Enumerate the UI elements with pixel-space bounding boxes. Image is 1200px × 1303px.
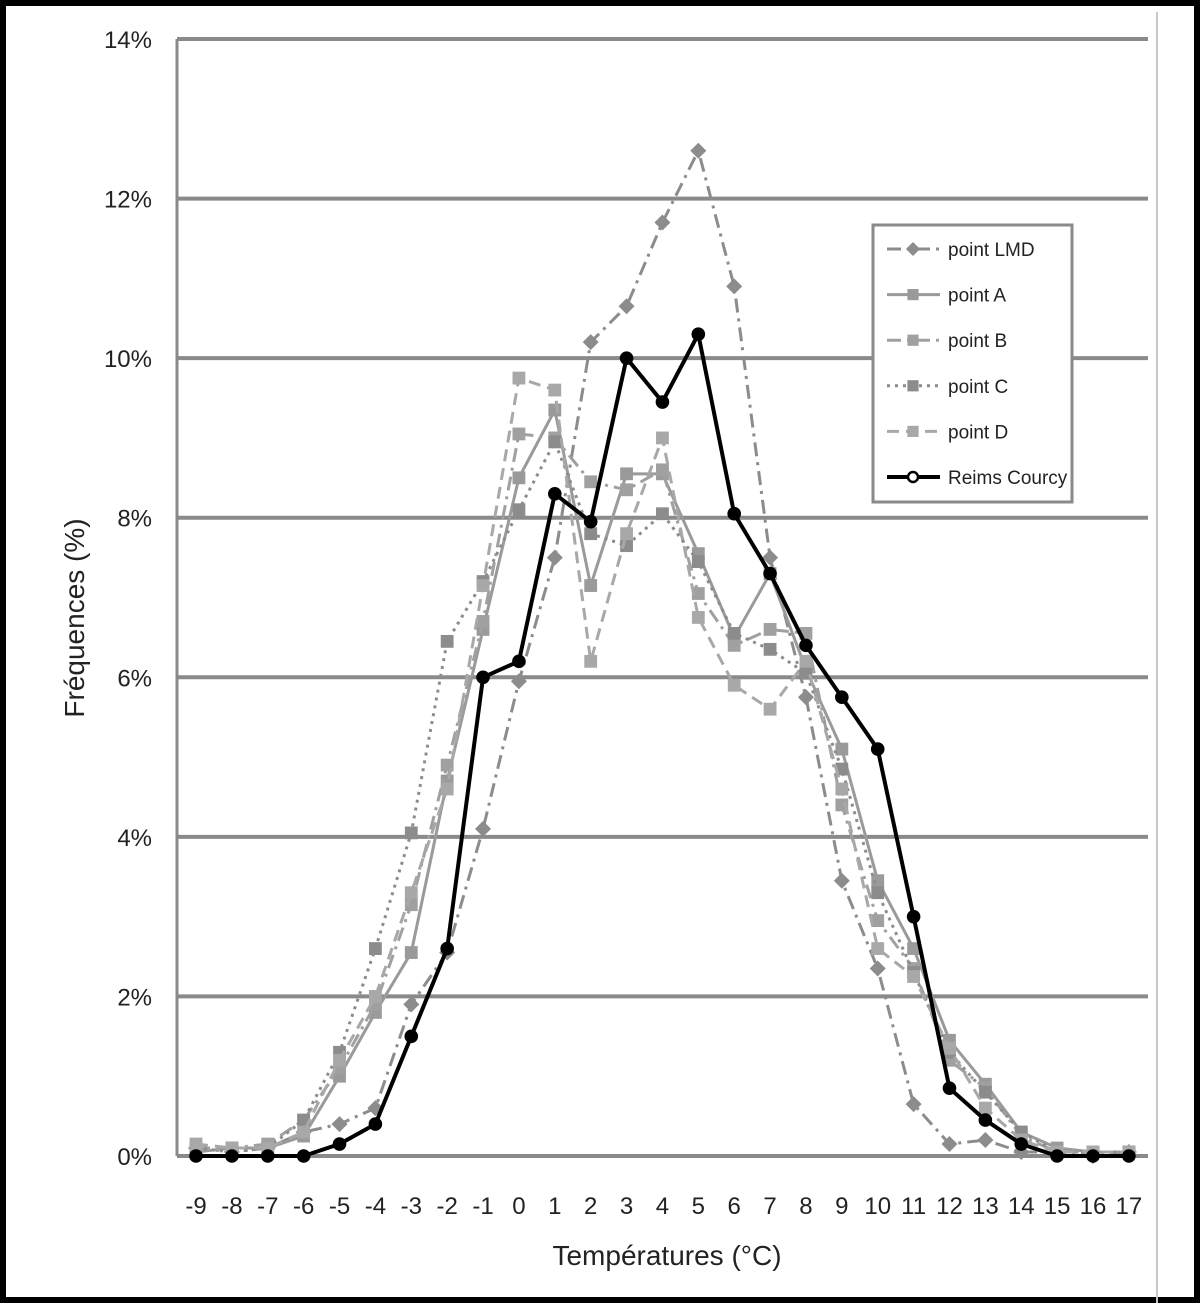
x-tick-label: 4 [655, 1193, 670, 1220]
x-tick-label: 3 [619, 1193, 634, 1220]
data-point [548, 384, 561, 397]
data-point [690, 143, 706, 159]
x-tick-label: 15 [1043, 1193, 1071, 1220]
legend-marker [907, 289, 918, 300]
data-point [548, 436, 561, 449]
data-point [404, 1030, 418, 1044]
x-tick-label: 1 [548, 1193, 562, 1220]
legend-marker [907, 380, 918, 391]
data-point [979, 1086, 992, 1099]
x-tick-label: -4 [364, 1193, 387, 1220]
x-tick-label: 5 [691, 1193, 705, 1220]
x-tick-label: -2 [436, 1193, 458, 1220]
data-point [727, 507, 741, 521]
data-point [333, 1054, 346, 1067]
data-point [584, 655, 597, 668]
data-point [943, 1042, 956, 1055]
data-point [977, 1132, 993, 1148]
data-point [870, 961, 886, 977]
data-point [297, 1126, 310, 1139]
data-point [907, 910, 921, 924]
data-point [726, 278, 742, 294]
y-tick-label: 4% [117, 824, 152, 852]
data-point [190, 1138, 203, 1151]
data-point [369, 1117, 383, 1131]
legend-label: Reims Courcy [948, 468, 1068, 489]
data-point [332, 1116, 348, 1132]
data-point [763, 567, 777, 581]
data-point [906, 1096, 922, 1112]
data-point [477, 579, 490, 592]
data-point [728, 639, 741, 652]
data-point [979, 1102, 992, 1115]
y-tick-label: 8% [117, 505, 152, 533]
data-point [441, 635, 454, 648]
data-point [692, 555, 705, 568]
data-point [475, 821, 491, 837]
data-point [764, 643, 777, 656]
data-point [764, 703, 777, 716]
x-tick-label: -6 [292, 1193, 315, 1220]
legend-label: point B [948, 331, 1008, 353]
x-tick-label: 14 [1007, 1193, 1035, 1220]
data-point [692, 611, 705, 624]
data-point [871, 942, 884, 955]
data-point [656, 507, 669, 520]
data-point [225, 1149, 239, 1163]
data-point [835, 743, 848, 756]
data-point [584, 475, 597, 488]
data-point [513, 428, 526, 441]
data-point [656, 432, 669, 445]
data-point [405, 946, 418, 959]
legend-box [873, 225, 1072, 502]
y-tick-label: 0% [117, 1144, 152, 1171]
data-point [548, 487, 562, 501]
data-point [440, 942, 454, 956]
data-point [619, 298, 635, 314]
data-point [871, 874, 884, 887]
data-point [297, 1149, 311, 1163]
data-point [834, 873, 850, 889]
data-point [728, 679, 741, 692]
data-point [764, 623, 777, 636]
y-tick-label: 6% [117, 665, 152, 693]
x-tick-label: 8 [799, 1193, 813, 1220]
y-tick-label: 10% [103, 346, 152, 374]
data-point [1122, 1149, 1136, 1163]
data-point [692, 327, 706, 341]
data-point [333, 1137, 347, 1151]
x-tick-label: -7 [257, 1193, 279, 1220]
data-point [728, 627, 741, 640]
legend-label: point A [948, 285, 1007, 307]
x-tick-label: 12 [936, 1193, 963, 1220]
x-tick-label: 6 [727, 1193, 741, 1220]
data-point [654, 215, 670, 231]
x-axis-title: Températures (°C) [552, 1240, 782, 1271]
data-point [620, 351, 634, 365]
legend-label: point LMD [948, 240, 1035, 261]
axes [177, 39, 1148, 1156]
x-tick-label: 7 [763, 1193, 777, 1220]
x-tick-labels [185, 1193, 1142, 1220]
data-point [369, 942, 382, 955]
legend [873, 225, 1072, 502]
x-tick-label: -5 [328, 1193, 351, 1220]
data-point [477, 615, 490, 628]
data-point [513, 372, 526, 385]
data-point [189, 1149, 203, 1163]
x-tick-label: -8 [221, 1193, 243, 1220]
x-tick-label: -3 [400, 1193, 422, 1220]
series-line [196, 442, 1129, 1152]
data-point [835, 690, 849, 704]
data-point [871, 886, 884, 899]
series-line [196, 410, 1129, 1152]
x-tick-label: 17 [1115, 1193, 1143, 1220]
series-2 [190, 428, 1136, 1159]
x-tick-label: 9 [835, 1193, 849, 1220]
y-tick-labels [104, 27, 152, 1171]
y-tick-label: 12% [103, 186, 152, 214]
legend-marker [907, 335, 918, 346]
legend-label: point C [948, 376, 1009, 398]
data-point [943, 1081, 957, 1095]
data-point [907, 970, 920, 983]
data-point [547, 550, 563, 566]
data-point [584, 579, 597, 592]
x-tick-label: 0 [512, 1193, 526, 1220]
y-tick-label: 2% [117, 984, 152, 1012]
data-point [512, 655, 526, 669]
data-point [1014, 1137, 1028, 1151]
data-point [513, 503, 526, 516]
data-point [800, 655, 813, 668]
legend-label: point D [948, 422, 1009, 444]
data-point [476, 670, 490, 684]
y-axis-title: Fréquences (%) [59, 518, 90, 718]
data-point [369, 990, 382, 1003]
x-tick-label: -1 [472, 1193, 494, 1220]
data-point [656, 463, 669, 476]
data-point [548, 404, 561, 417]
legend-marker [907, 426, 918, 437]
data-point [584, 527, 597, 540]
series-3 [190, 436, 1136, 1159]
data-point [979, 1113, 993, 1127]
data-point [441, 783, 454, 796]
data-point [656, 395, 670, 409]
data-point [261, 1149, 275, 1163]
data-point [1086, 1149, 1100, 1163]
series-line [196, 434, 1129, 1152]
y-tick-label: 14% [103, 27, 152, 54]
data-point [871, 742, 885, 756]
data-point [405, 826, 418, 839]
x-tick-label: 10 [864, 1193, 892, 1220]
data-point [584, 515, 598, 529]
x-tick-label: 2 [584, 1193, 598, 1220]
data-point [620, 467, 633, 480]
legend-marker [908, 472, 918, 482]
data-point [620, 483, 633, 496]
data-point [799, 639, 813, 653]
data-point [835, 783, 848, 796]
x-tick-label: 11 [901, 1193, 927, 1220]
data-point [620, 527, 633, 540]
data-point [1050, 1149, 1064, 1163]
data-point [403, 996, 419, 1012]
data-point [513, 471, 526, 484]
data-point [405, 886, 418, 899]
x-tick-label: 16 [1079, 1193, 1107, 1220]
x-tick-label: -9 [185, 1193, 207, 1220]
x-tick-label: 13 [972, 1193, 999, 1220]
